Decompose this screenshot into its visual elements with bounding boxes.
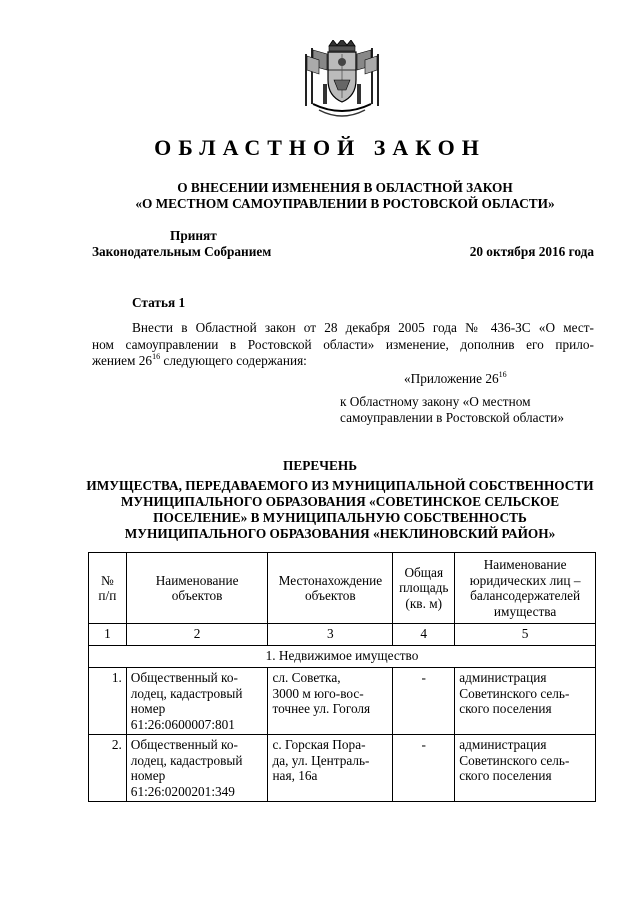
list-subtitle-line3: ПОСЕЛЕНИЕ» В МУНИЦИПАЛЬНУЮ СОБСТВЕННОСТЬ xyxy=(153,510,527,525)
list-subtitle-line2: МУНИЦИПАЛЬНОГО ОБРАЗОВАНИЯ «СОВЕТИНСКОЕ СЕЛЬСКОЕ xyxy=(120,494,560,509)
appendix-heading xyxy=(404,371,507,388)
article-line2: ном самоуправлении в Ростовской области» изменение, дополнив его прило- xyxy=(92,336,594,352)
table-row xyxy=(89,735,596,802)
appendix-sup: 16 xyxy=(498,370,507,379)
table-section-row xyxy=(89,646,596,668)
article-line3 xyxy=(92,353,594,370)
property-table xyxy=(88,552,596,802)
article-text xyxy=(92,320,594,370)
header-cell-holder: Наименование юридических лиц – балансодержателей имущества xyxy=(455,553,596,624)
object-name: Общественный ко- лодец, кадастровый номер 61:26:0200201:349 xyxy=(126,735,268,802)
section-heading: 1. Недвижимое имущество xyxy=(89,646,596,668)
header-cell-area: Общая площадь (кв. м) xyxy=(393,553,455,624)
article-line1: Внести в Областной закон от 28 декабря 2005 года № 436-ЗС «О мест- xyxy=(132,320,594,335)
object-location: сл. Советка, 3000 м юго-вос- точнее ул. Гоголя xyxy=(268,668,393,735)
column-number: 2 xyxy=(126,624,268,646)
article-line3-post: следующего содержания: xyxy=(160,353,307,368)
table-row xyxy=(89,668,596,735)
adoption-date: 20 октября 2016 года xyxy=(469,244,594,259)
column-number: 4 xyxy=(393,624,455,646)
adopted-by: Законодательным Собранием xyxy=(92,244,272,259)
header-cell-name: Наименование объектов xyxy=(126,553,268,624)
header-cell-number: № п/п xyxy=(89,553,127,624)
object-name: Общественный ко- лодец, кадастровый номер 61:26:0600007:801 xyxy=(126,668,268,735)
adoption-block xyxy=(92,228,271,260)
article-heading: Статья 1 xyxy=(132,295,186,310)
object-location: с. Горская Пора- да, ул. Централь- ная, 16а xyxy=(268,735,393,802)
law-subtitle-line2: «О МЕСТНОМ САМОУПРАВЛЕНИИ В РОСТОВСКОЙ ОБЛАСТИ» xyxy=(135,196,555,211)
row-number: 2. xyxy=(89,735,127,802)
coat-of-arms-icon xyxy=(299,40,385,122)
article-line3-pre: жением 26 xyxy=(92,353,153,368)
table-header-row xyxy=(89,553,596,624)
law-subtitle-line1: О ВНЕСЕНИИ ИЗМЕНЕНИЯ В ОБЛАСТНОЙ ЗАКОН xyxy=(177,180,513,195)
appendix-line3: самоуправлении в Ростовской области» xyxy=(340,410,565,425)
article-line3-sup: 16 xyxy=(152,352,161,361)
object-area: - xyxy=(393,668,455,735)
list-subtitle-line1: ИМУЩЕСТВА, ПЕРЕДАВАЕМОГО ИЗ МУНИЦИПАЛЬНОЙ СОБСТВЕННОСТИ xyxy=(86,478,594,493)
header-cell-location: Местонахождение объектов xyxy=(268,553,393,624)
list-subtitle-line4: МУНИЦИПАЛЬНОГО ОБРАЗОВАНИЯ «НЕКЛИНОВСКИЙ РАЙОН» xyxy=(124,526,556,541)
balance-holder: администрация Советинского сель- ского поселения xyxy=(455,668,596,735)
balance-holder: администрация Советинского сель- ского поселения xyxy=(455,735,596,802)
column-number: 1 xyxy=(89,624,127,646)
table-column-numbers-row xyxy=(89,624,596,646)
law-title: ОБЛАСТНОЙ ЗАКОН xyxy=(154,135,486,160)
appendix-line2: к Областному закону «О местном xyxy=(340,394,531,409)
object-area: - xyxy=(393,735,455,802)
column-number: 3 xyxy=(268,624,393,646)
list-title: ПЕРЕЧЕНЬ xyxy=(283,458,357,473)
column-number: 5 xyxy=(455,624,596,646)
adopted-label: Принят xyxy=(170,228,217,243)
appendix-pre: «Приложение 26 xyxy=(404,371,499,386)
row-number: 1. xyxy=(89,668,127,735)
